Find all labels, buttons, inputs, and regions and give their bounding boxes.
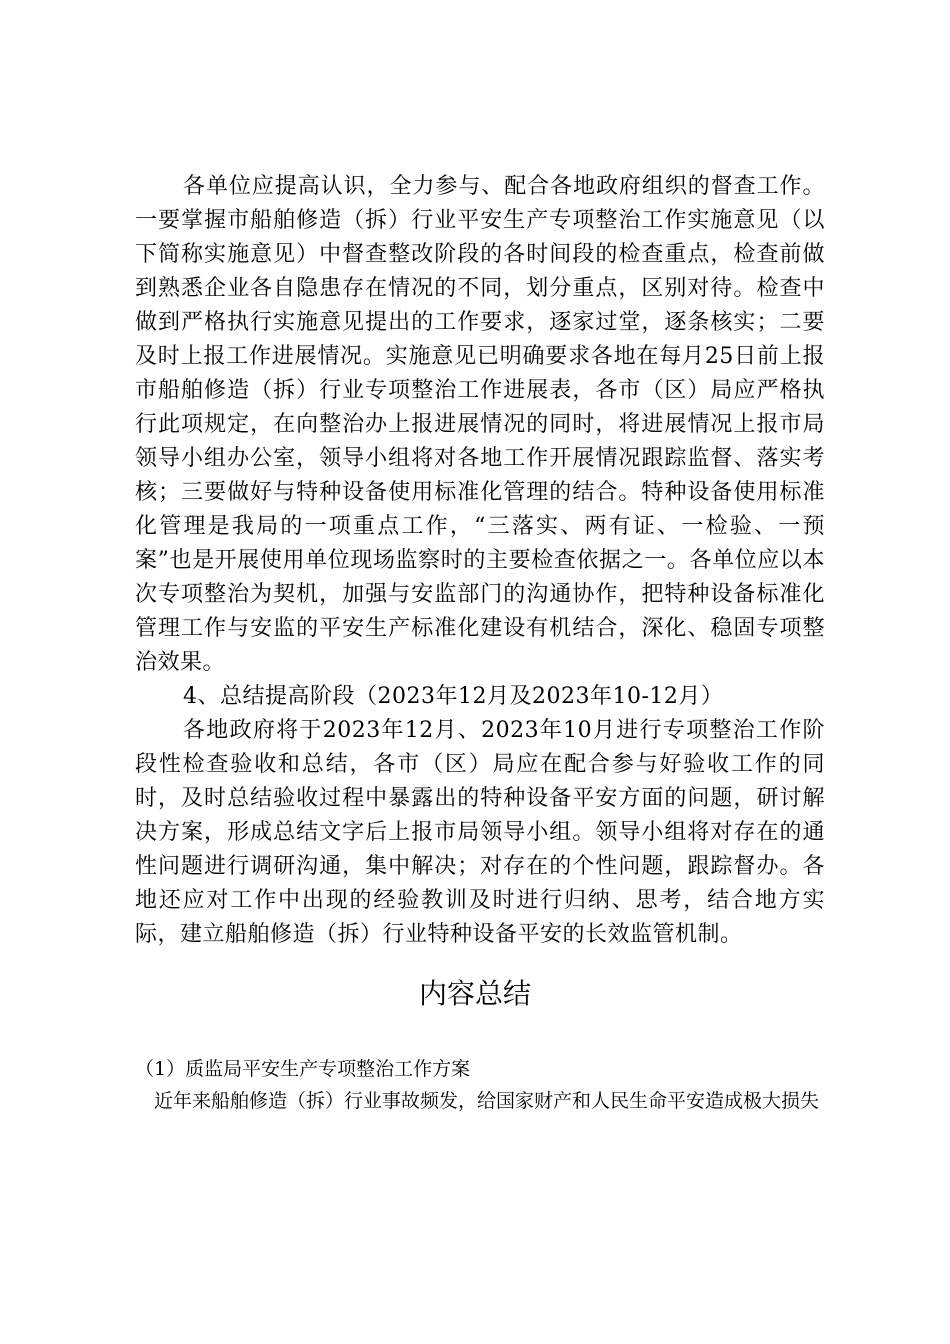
paragraph-supervision: 各单位应提高认识，全力参与、配合各地政府组织的督查工作。一要掌握市船舶修造（拆）行业平安生产专项整治工作实施意见（以下简称实施意见）中督查整改阶段的各时间段的检查重点，检查前做到熟悉企业各自隐患存在情况的不同，划分重点，区别对待。检查中做到严格执行实施意见提出的工作要求，逐家过堂，逐条核实；二要及时上报工作进展情况。实施意见已明确要求各地在每月25日前上报市船舶修造（拆）行业专项整治工作进展表，各市（区）局应严格执行此项规定，在向整治办上报进展情况的同时，将进展情况上报市局领导小组办公室，领导小组将对各地工作开展情况跟踪监督、落实考核；三要做好与特种设备使用标准化管理的结合。特种设备使用标准化管理是我局的一项重点工作，“三落实、两有证、一检验、一预案”也是开展使用单位现场监察时的主要检查依据之一。各单位应以本次专项整治为契机，加强与安监部门的沟通协作，把特种设备标准化管理工作与安监的平安生产标准化建设有机结合，深化、稳固专项整治效果。 — [135, 174, 825, 675]
summary-block — [135, 1054, 825, 1116]
summary-subtitle: （1）质监局平安生产专项整治工作方案 — [135, 1058, 471, 1080]
document-body — [135, 170, 825, 952]
paragraph-summary-stage: 各地政府将于2023年12月、2023年10月进行专项整治工作阶段性检查验收和总结，各市（区）局应在配合参与好验收工作的同时，及时总结验收过程中暴露出的特种设备平安方面的问题，研讨解决方案，形成总结文字后上报市局领导小组。领导小组将对存在的通性问题进行调研沟通，集中解决；对存在的个性问题，跟踪督办。各地还应对工作中出现的经验教训及时进行归纳、思考，结合地方实际，建立船舶修造（拆）行业特种设备平安的长效监管机制。 — [135, 718, 825, 947]
summary-text: 近年来船舶修造（拆）行业事故频发，给国家财产和人民生命平安造成极大损失 — [154, 1090, 820, 1112]
section-heading-summary-stage: 4、总结提高阶段（2023年12月及2023年10-12月） — [183, 684, 724, 709]
summary-title: 内容总结 — [418, 977, 531, 1010]
